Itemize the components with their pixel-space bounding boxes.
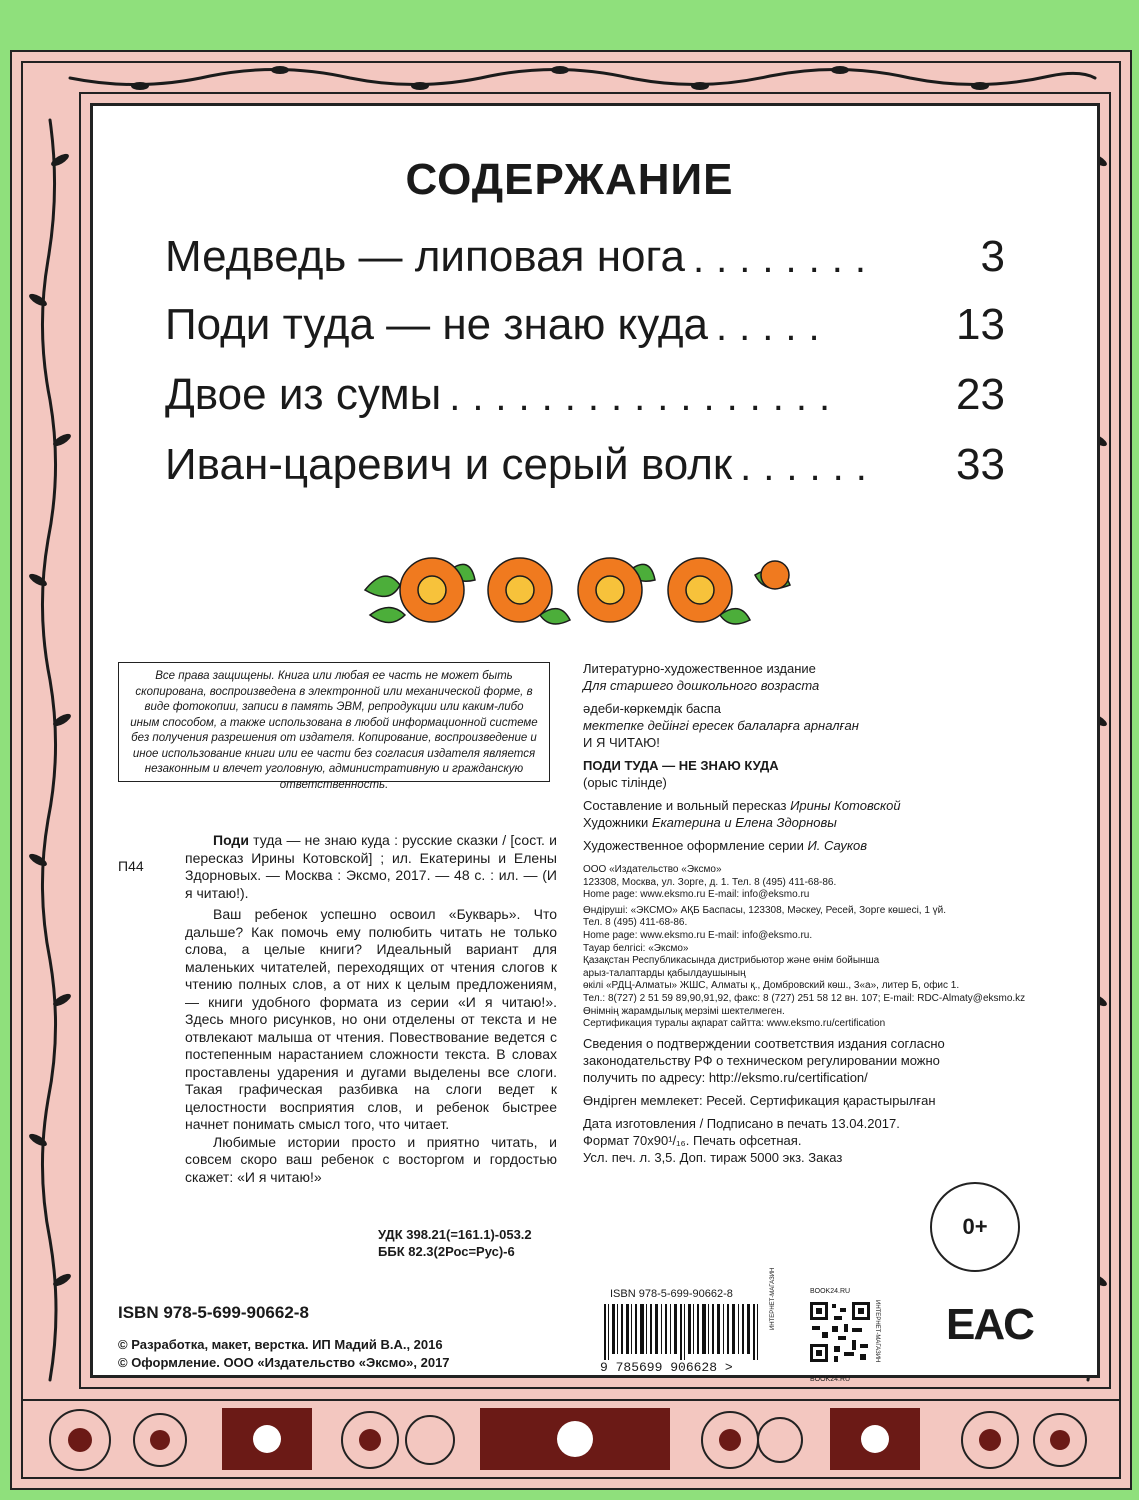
toc-leader: ..... (715, 305, 832, 349)
qr-code-icon (808, 1300, 872, 1364)
age-kz: мектепке дейінгі ересек балаларға арналған (583, 718, 859, 733)
toc-item-title: Поди туда — не знаю куда (165, 300, 708, 349)
genre-kz: әдеби-көркемдік баспа (583, 701, 722, 716)
toc-item-page: 3 (980, 232, 1005, 281)
toc-item-title: Двое из сумы (165, 370, 442, 419)
flower-ornament (360, 545, 800, 635)
toc-item[interactable] (165, 290, 1005, 350)
age-ru: Для старшего дошкольного возраста (583, 678, 820, 693)
isbn: ISBN 978-5-699-90662-8 (118, 1303, 309, 1322)
toc-item-page: 13 (956, 300, 1005, 349)
toc-item-page: 23 (956, 370, 1005, 419)
rights-notice: Все права защищены. Книга или любая ее часть не может быть скопирована, воспроизведена в электронной или механической форме, в виде фотокопии, записи в память ЭВМ, репродукции или каким-либо иным способом, а также использована в любой информационной системе без получения разрешения от издателя. Копирование, воспроизведение и иное использование книги или ее части без согласия издателя является незаконным и влечет уголовную, административную и гражданскую ответственность. (118, 662, 550, 782)
compiler-line: Составление и вольный пересказ Ирины Котовской (583, 798, 901, 813)
barcode-isbn: ISBN 978-5-699-90662-8 (610, 1288, 733, 1300)
artists-line: Художники Екатерина и Елена Здорновы (583, 815, 837, 830)
toc-leader: ................. (449, 375, 843, 419)
qr-side-label: ИНТЕРНЕТ-МАГАЗИН (770, 1267, 776, 1330)
catalog-entry: Поди туда — не знаю куда : русские сказки / [сост. и пересказ Ирины Котовской] ; ил. Екатерины и Елены Здорновых. — Москва : Эксмо, 2017. — 48 с. : ил. — (И я читаю!). Ваш ребенок успешно освоил «Букварь». Что дальше? Как помочь ему полюбить читать не только слова, а целые книги? Идеальный вариант для маленьких читателей, переходящих от чтения слогов к чтению полных слов, а от них к целым предложениям, — книги удобного формата из серии «И я читаю!». Здесь много рисунков, но они отделены от текста и не отвлекают малыша от чтения. Повествование ведется с постепенным нарастанием сложности текста. В словах проставлены ударения и дугами выделены все слоги. Такая графическая разбивка на слоги ведет к целостности восприятия слов, и ребенок быстрее начнет понимать смысл того, что читает. Любимые истории просто и приятно читать, и совсем скоро ваш ребенок с восторгом и гордостью скажет: «И я читаю!» (185, 832, 557, 1185)
book-title: ПОДИ ТУДА — НЕ ЗНАЮ КУДА (583, 758, 779, 773)
series-name: И Я ЧИТАЮ! (583, 735, 660, 750)
toc-item-title: Иван-царевич и серый волк (165, 440, 733, 489)
toc-item[interactable] (165, 430, 1005, 490)
catalog-code: П44 (118, 858, 144, 874)
qr-bottom-label: BOOK24.RU (810, 1376, 851, 1383)
eac-mark: EAC (946, 1300, 1033, 1349)
toc-item[interactable] (165, 222, 1005, 282)
toc-item-page: 33 (956, 440, 1005, 489)
age-rating-badge: 0+ (930, 1182, 1020, 1272)
language-note: (орыс тілінде) (583, 775, 667, 790)
qr-top-label: BOOK24.RU (810, 1288, 851, 1295)
toc-item-title: Медведь — липовая нога (165, 232, 686, 281)
toc-leader: ........ (693, 237, 878, 281)
copyright: © Разработка, макет, верстка. ИП Мадий В.А., 2016 © Оформление. ООО «Издательство «Эксмо», 2017 (118, 1337, 450, 1370)
barcode (600, 1304, 770, 1360)
classification-codes: УДК 398.21(=161.1)-053.2 ББК 82.3(2Рос=Рус)-6 (378, 1227, 532, 1259)
design-line: Художественное оформление серии И. Сауков (583, 838, 867, 853)
genre-ru: Литературно-художественное издание (583, 661, 816, 676)
qr-side-label: ИНТЕРНЕТ-МАГАЗИН (874, 1300, 880, 1363)
toc-item[interactable] (165, 360, 1005, 420)
imprint-column (583, 660, 1026, 1166)
bottom-ornament-band (24, 1402, 1118, 1476)
publisher-info: ООО «Издательство «Эксмо» 123308, Москва, ул. Зорге, д. 1. Тел. 8 (495) 411-68-86. Home page: www.eksmo.ru E-mail: info@eksmo.ru Өндіруші: «ЭКСМО» АҚБ Баспасы, 123308, Мәскеу, Ресей, Зорге көшесі, 1 үй. Тел. 8 (495) 411-68-86. Home page: www.eksmo.ru E-mail: info@eksmo.ru. Тауар белгісі: «Эксмо» Қазақстан Республикасында дистрибьютор және өнім бойынша арыз-талаптарды қабылдаушының өкілі «РДЦ-Алматы» ЖШС, Алматы қ., Домбровский көш., 3«а», литер Б, офис 1. Тел.: 8(727) 2 51 59 89,90,91,92, факс: 8 (727) 251 58 12 вн. 107; E-mail: RDC-Almaty@eksmo.kz Өнімнің жарамдылық мерзімі шектелмеген. Сертификация туралы ақпарат сайтта: www.eksmo.ru/certification (583, 864, 1026, 1030)
certification-info: Сведения о подтверждении соответствия издания согласно законодательству РФ о техническом регулировании можно получить по адресу: http://eksmo.ru/certification/ Өндірген мемлекет: Ресей. Сертификация қарастырылған Дата изготовления / Подписано в печать 13.04.2017. Формат 70x90¹/₁₆. Печать офсетная. Усл. печ. л. 3,5. Доп. тираж 5000 экз. Заказ (583, 1035, 945, 1165)
toc-leader: ...... (740, 445, 879, 489)
barcode-digits: 9 785699 906628 > (600, 1360, 733, 1375)
toc-title: СОДЕРЖАНИЕ (405, 155, 734, 204)
